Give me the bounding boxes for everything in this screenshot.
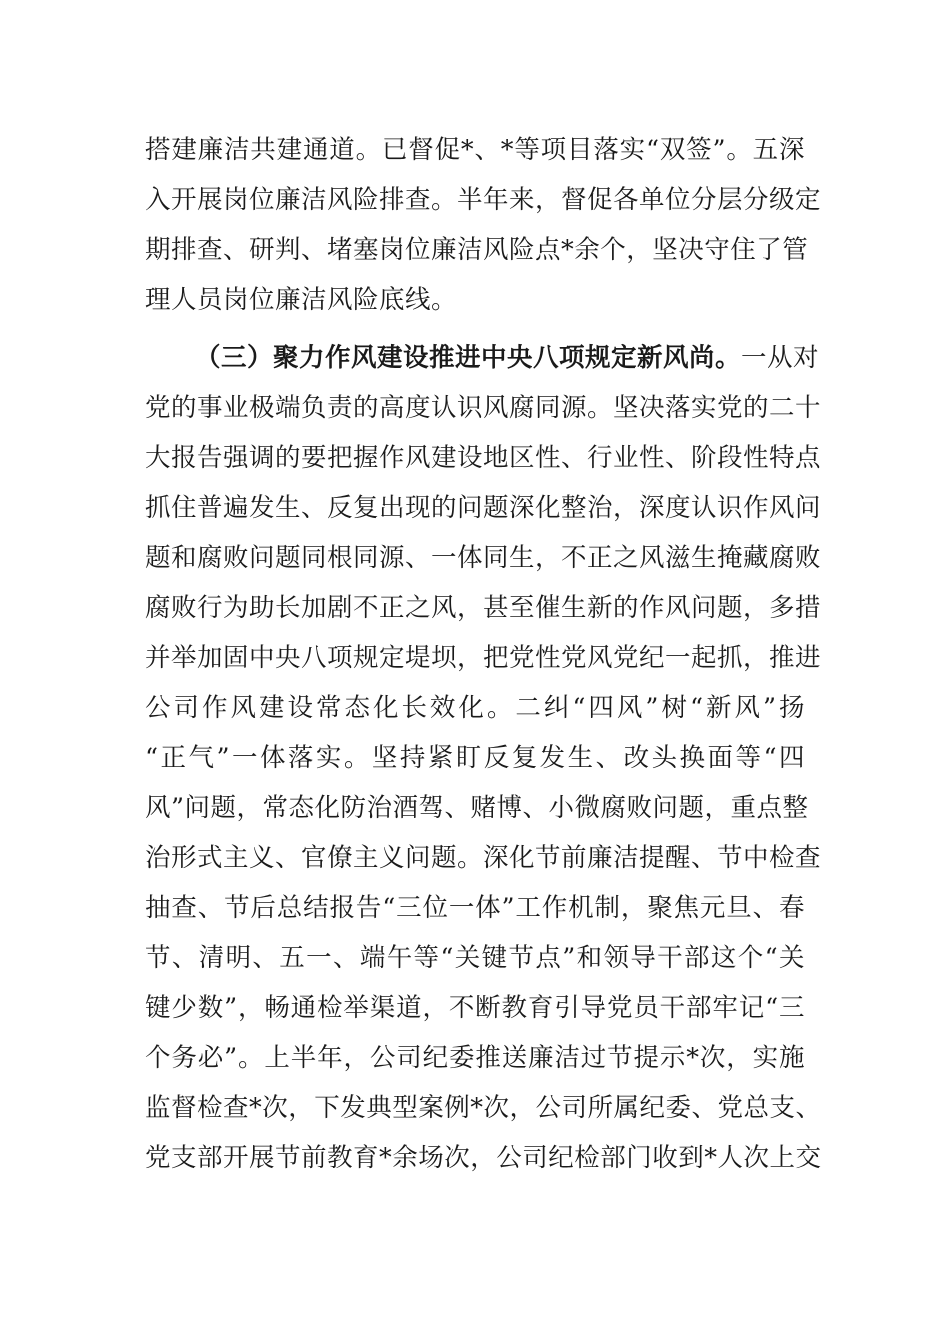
text-line: 理人员岗位廉洁风险底线。 [145,285,458,315]
text-line: 腐败行为助长加剧不正之风，甚至催生新的作风问题，多措 [145,593,822,623]
text-line: 监督检查*次，下发典型案例*次，公司所属纪委、党总支、 [145,1093,822,1123]
text-span: 一从对 [741,343,820,373]
text-line: 题和腐败问题同根同源、一体同生，不正之风滋生掩藏腐败 [145,543,822,573]
text-line: 抓住普遍发生、反复出现的问题深化整治，深度认识作风问 [145,493,822,523]
section-heading: （三）聚力作风建设推进中央八项规定新风尚。 [195,343,742,373]
text-line: 公司作风建设常态化长效化。二纠“四风”树“新风”扬 [145,693,805,723]
text-line: 搭建廉洁共建通道。已督促*、*等项目落实“双签”。五深 [145,135,805,165]
text-line: 个务必”。上半年，公司纪委推送廉洁过节提示*次，实施 [145,1043,805,1073]
text-line: 大报告强调的要把握作风建设地区性、行业性、阶段性特点 [145,443,822,473]
text-line: 党的事业极端负责的高度认识风腐同源。坚决落实党的二十 [145,393,822,423]
text-line: 党支部开展节前教育*余场次，公司纪检部门收到*人次上交 [145,1143,822,1173]
text-line: 风”问题，常态化防治酒驾、赌博、小微腐败问题，重点整 [145,793,809,823]
text-line: “正气”一体落实。坚持紧盯反复发生、改头换面等“四 [145,743,805,773]
text-line: 期排查、研判、堵塞岗位廉洁风险点*余个，坚决守住了管 [145,235,809,265]
text-line: 抽查、节后总结报告“三位一体”工作机制，聚焦元旦、春 [145,893,805,923]
text-line: 治形式主义、官僚主义问题。深化节前廉洁提醒、节中检查 [145,843,822,873]
text-line: 节、清明、五一、端午等“关键节点”和领导干部这个“关 [145,943,805,973]
section-heading-line [195,338,820,378]
text-line: 键少数”，畅通检举渠道，不断教育引导党员干部牢记“三 [145,993,805,1023]
text-line: 入开展岗位廉洁风险排查。半年来，督促各单位分层分级定 [145,185,822,215]
text-line: 并举加固中央八项规定堤坝，把党性党风党纪一起抓，推进 [145,643,822,673]
